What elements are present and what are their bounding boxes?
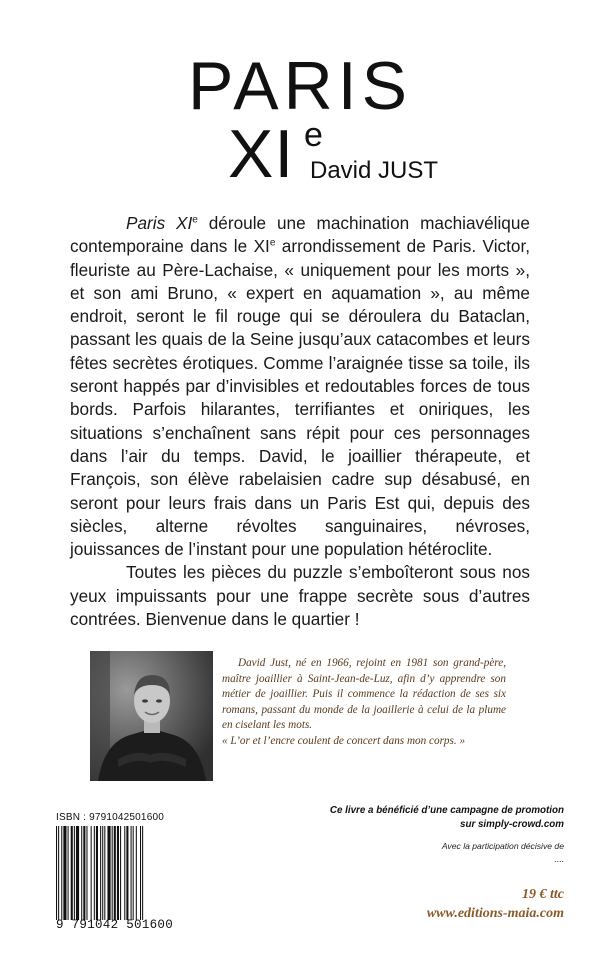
barcode-bar [136, 826, 137, 920]
barcode-bar [83, 826, 85, 920]
synopsis-paragraph-2: Toutes les pièces du puzzle s’emboîteront sous nos yeux impuissants pour une frappe secrète sous d’autres contrées. Bienvenue dans le quartier ! [70, 562, 530, 630]
barcode-bar [104, 826, 105, 920]
barcode-bar [133, 826, 134, 920]
synopsis-text-a: déroule une machination machiavélique contemporaine dans le XI [70, 213, 530, 257]
barcode-bar [81, 826, 82, 920]
barcode-bar [114, 826, 116, 920]
barcode-bar [140, 826, 141, 920]
barcode-bar [74, 826, 75, 920]
synopsis-text-sup: e [269, 237, 276, 249]
synopsis-inline-title-sup: e [192, 214, 198, 226]
publisher-website: www.editions-maia.com [426, 906, 564, 921]
barcode-bar [124, 826, 125, 920]
barcode-bar [96, 826, 98, 920]
barcode-bar [112, 826, 113, 920]
promotion-line-2: sur simply-crowd.com [460, 819, 564, 830]
barcode-bar [142, 826, 143, 920]
promotion-line-1: Ce livre a bénéficié d’une campagne de promotion [329, 805, 564, 816]
participation-note: Avec la participation décisive de [441, 841, 564, 851]
barcode-icon [56, 826, 180, 920]
book-title-superscript: e [304, 116, 323, 154]
barcode-bar [107, 826, 110, 920]
barcode-bar [71, 826, 73, 920]
author-bio [222, 656, 506, 750]
barcode-bar [102, 826, 103, 920]
synopsis [70, 212, 530, 631]
barcode-bar [131, 826, 132, 920]
price: 19 € ttc [522, 887, 564, 902]
author-photo [90, 651, 213, 781]
participation-dots: .... [553, 854, 564, 864]
barcode-bar [58, 826, 59, 920]
synopsis-inline-title: Paris XI [126, 213, 193, 233]
barcode-bar [117, 826, 119, 920]
barcode-bar [76, 826, 79, 920]
isbn-label: ISBN : 9791042501600 [56, 812, 164, 823]
author-quote: « L’or et l’encre coulent de concert dans mon corps. » [222, 734, 466, 747]
author-name: David JUST [310, 157, 439, 184]
barcode-bar [126, 826, 128, 920]
barcode-digits: 9 791042 501600 [56, 918, 174, 932]
barcode-bar [86, 826, 87, 920]
promotion-note [264, 804, 564, 832]
barcode-bar [68, 826, 69, 920]
author-photo-image [90, 651, 213, 781]
book-title-numeral: XI [228, 116, 295, 192]
barcode-bar [56, 826, 57, 920]
synopsis-text-b: arrondissement de Paris. Victor, fleuriste au Père-Lachaise, « uniquement pour les morts », et son ami Bruno, « expert en aquamation », au même endroit, seront le fil rouge qui se déroulera du Bataclan, passant les quais de la Seine jusqu’aux catacombes et leurs fêtes secrètes érotiques. Comme l’araignée tisse sa toile, ils seront happés par d’invisibles et redoutables forces de tous bords. Parfois hilarantes, terrifiantes et oniriques, les situations s’enchaînent sans répit pour ces personnages dans l’air du temps. David, le joaillier thérapeute, et François, son élève rabelaisien cadre sup désabusé, en seront pour leurs frais dans un Paris Est qui, depuis des siècles, alterne révoltes sanguinaires, névroses, jouissances de l’instant pour une population hétéroclite. [70, 236, 530, 560]
synopsis-paragraph-1 [70, 212, 530, 561]
barcode-bar [91, 826, 92, 920]
barcode-bar [61, 826, 62, 920]
barcode-bar [94, 826, 95, 920]
book-title: PARIS [187, 48, 413, 124]
barcode-bar [63, 826, 66, 920]
barcode-bar [120, 826, 121, 920]
author-bio-text: David Just, né en 1966, rejoint en 1981 son grand-père, maître joaillier à Saint-Jean-de-Luz, afin d’y apprendre son métier de joaillier. Puis il commence la rédaction de ses six romans, passant du monde de la joaillerie à celui de la plume en ciselant les mots. [222, 657, 506, 732]
barcode-bar [100, 826, 101, 920]
